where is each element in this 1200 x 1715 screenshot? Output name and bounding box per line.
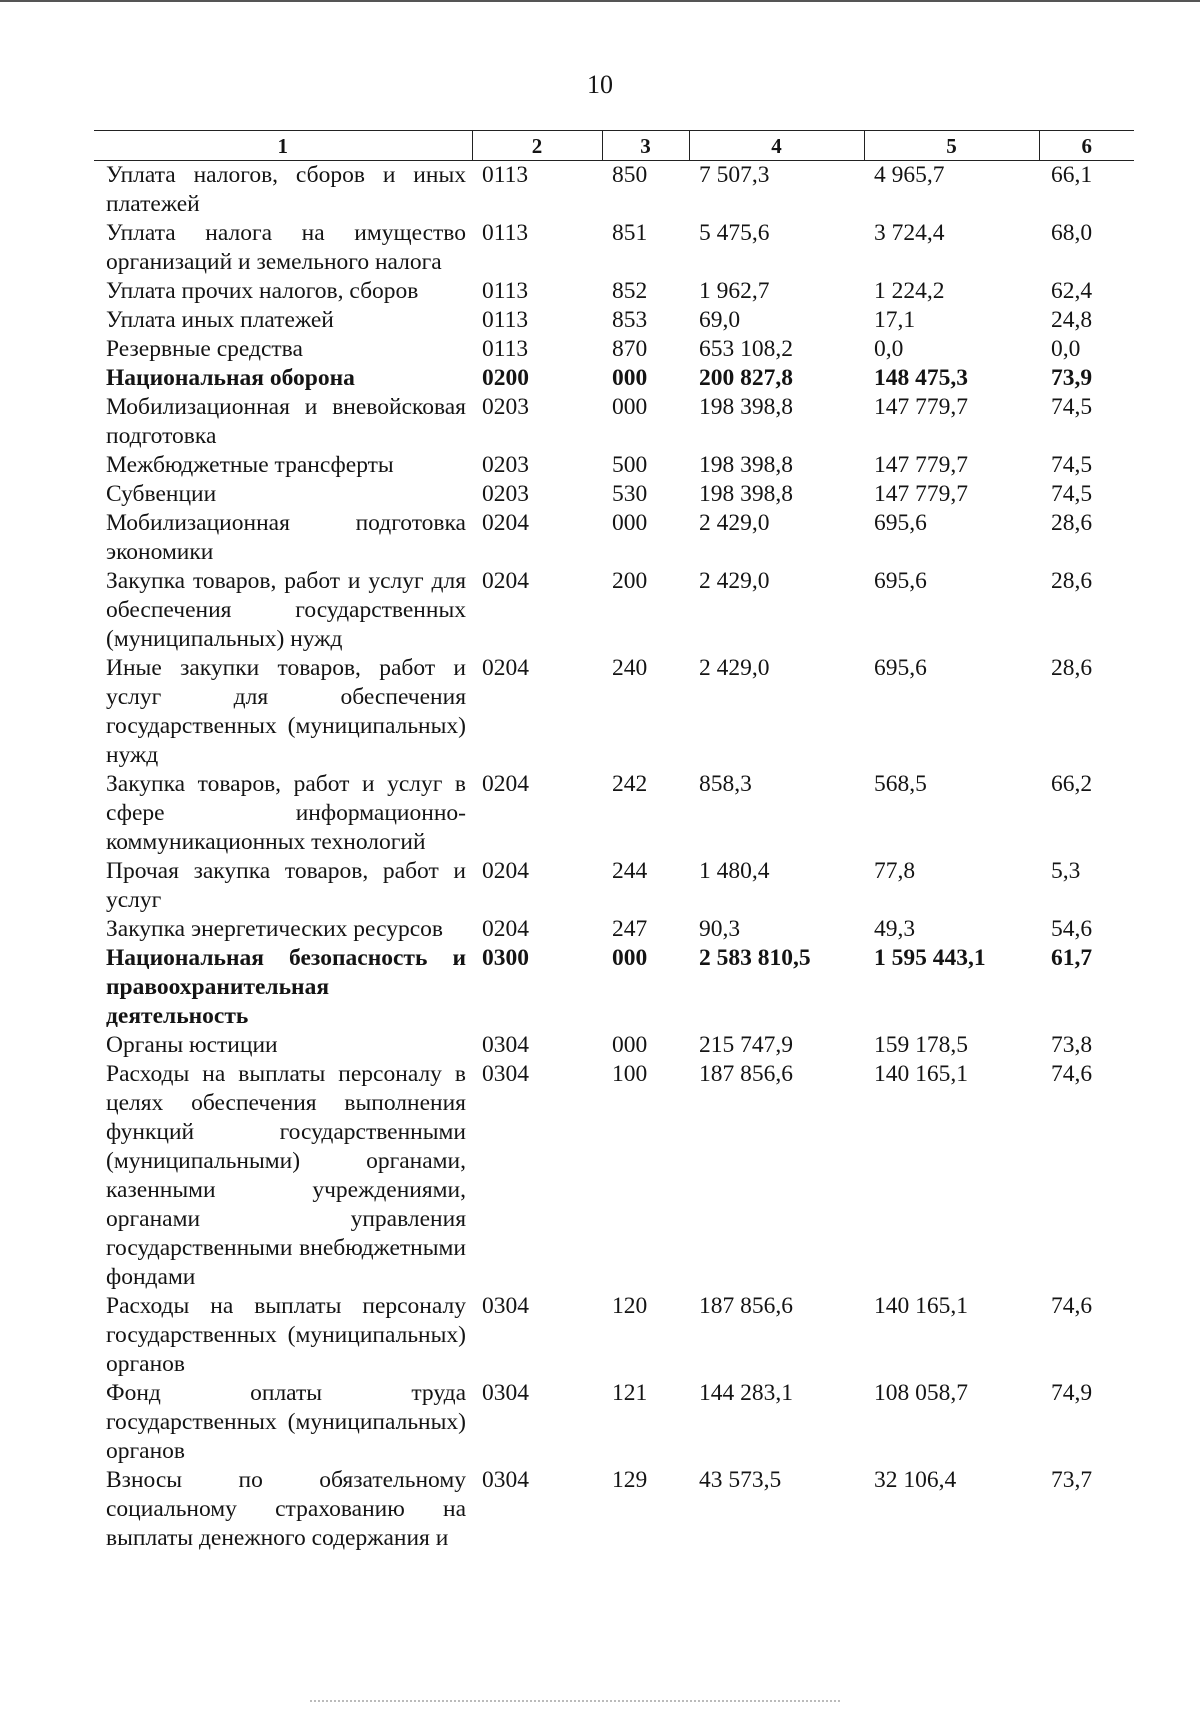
row-planned-amount: 2 583 810,5 (699, 945, 811, 971)
row-planned-amount: 187 856,6 (699, 1293, 793, 1319)
row-planned-amount: 215 747,9 (699, 1032, 793, 1058)
row-execution-percent: 73,8 (1051, 1032, 1093, 1058)
row-execution-percent: 74,5 (1051, 481, 1093, 507)
row-section-code: 0113 (482, 307, 529, 333)
row-actual-amount: 695,6 (874, 655, 927, 681)
table-row (94, 857, 1134, 915)
row-expense-type: 870 (612, 336, 648, 362)
table-row (94, 306, 1134, 335)
row-expense-type: 500 (612, 452, 648, 478)
row-planned-amount: 200 827,8 (699, 365, 793, 391)
row-execution-percent: 54,6 (1051, 916, 1093, 942)
row-section-code: 0113 (482, 278, 529, 304)
table-row (94, 944, 1134, 1031)
row-expense-type: 240 (612, 655, 648, 681)
row-planned-amount: 653 108,2 (699, 336, 793, 362)
column-header-1: 1 (94, 131, 472, 161)
row-name: Национальная оборона (106, 365, 355, 391)
row-expense-type: 000 (612, 394, 648, 420)
row-name: Взносы по обязательному социальному страхованию на выплаты денежного содержания и (106, 1467, 466, 1551)
row-section-code: 0113 (482, 220, 529, 246)
row-actual-amount: 49,3 (874, 916, 916, 942)
row-expense-type: 129 (612, 1467, 648, 1493)
row-expense-type: 000 (612, 510, 648, 536)
row-section-code: 0200 (482, 365, 529, 391)
row-execution-percent: 73,7 (1051, 1467, 1093, 1493)
row-expense-type: 242 (612, 771, 648, 797)
table-row (94, 567, 1134, 654)
row-actual-amount: 4 965,7 (874, 162, 945, 188)
row-execution-percent: 74,9 (1051, 1380, 1093, 1406)
table-row (94, 161, 1134, 220)
table-row (94, 451, 1134, 480)
column-header-4: 4 (689, 131, 864, 161)
row-section-code: 0304 (482, 1293, 529, 1319)
table-row (94, 1466, 1134, 1553)
row-execution-percent: 66,2 (1051, 771, 1093, 797)
row-actual-amount: 3 724,4 (874, 220, 945, 246)
row-name: Расходы на выплаты персоналу государственных (муниципальных) органов (106, 1293, 466, 1377)
row-name: Органы юстиции (106, 1032, 278, 1058)
row-section-code: 0204 (482, 916, 529, 942)
row-actual-amount: 147 779,7 (874, 481, 968, 507)
row-actual-amount: 108 058,7 (874, 1380, 968, 1406)
row-expense-type: 100 (612, 1061, 648, 1087)
table-header-row (94, 131, 1134, 161)
table-row (94, 770, 1134, 857)
row-planned-amount: 43 573,5 (699, 1467, 782, 1493)
row-name: Закупка энергетических ресурсов (106, 916, 443, 942)
row-section-code: 0204 (482, 655, 529, 681)
row-actual-amount: 0,0 (874, 336, 904, 362)
row-expense-type: 120 (612, 1293, 648, 1319)
row-name: Расходы на выплаты персоналу в целях обеспечения выполнения функций государственными (муниципальными) органами, казенными учреждениями, органами управления государственными внебюджетными фондами (106, 1061, 466, 1290)
page-number: 10 (587, 70, 613, 99)
table-row (94, 509, 1134, 567)
row-expense-type: 200 (612, 568, 648, 594)
row-execution-percent: 28,6 (1051, 510, 1093, 536)
table-row (94, 364, 1134, 393)
row-name: Уплата прочих налогов, сборов (106, 278, 419, 304)
row-planned-amount: 1 962,7 (699, 278, 770, 304)
table-row (94, 1292, 1134, 1379)
row-planned-amount: 198 398,8 (699, 481, 793, 507)
row-actual-amount: 568,5 (874, 771, 927, 797)
row-execution-percent: 66,1 (1051, 162, 1093, 188)
row-actual-amount: 17,1 (874, 307, 916, 333)
row-actual-amount: 695,6 (874, 568, 927, 594)
table-row (94, 277, 1134, 306)
row-planned-amount: 1 480,4 (699, 858, 770, 884)
row-section-code: 0113 (482, 162, 529, 188)
row-section-code: 0204 (482, 858, 529, 884)
row-section-code: 0304 (482, 1061, 529, 1087)
row-name: Фонд оплаты труда государственных (муниципальных) органов (106, 1380, 466, 1464)
row-actual-amount: 147 779,7 (874, 394, 968, 420)
row-execution-percent: 24,8 (1051, 307, 1093, 333)
row-execution-percent: 28,6 (1051, 655, 1093, 681)
row-actual-amount: 32 106,4 (874, 1467, 957, 1493)
row-section-code: 0304 (482, 1467, 529, 1493)
table-row (94, 480, 1134, 509)
row-section-code: 0304 (482, 1032, 529, 1058)
row-execution-percent: 0,0 (1051, 336, 1081, 362)
row-section-code: 0304 (482, 1380, 529, 1406)
row-execution-percent: 28,6 (1051, 568, 1093, 594)
row-name: Субвенции (106, 481, 217, 507)
row-actual-amount: 77,8 (874, 858, 916, 884)
row-expense-type: 851 (612, 220, 648, 246)
row-planned-amount: 5 475,6 (699, 220, 770, 246)
table-row (94, 393, 1134, 451)
row-expense-type: 853 (612, 307, 648, 333)
row-planned-amount: 69,0 (699, 307, 741, 333)
row-execution-percent: 74,5 (1051, 452, 1093, 478)
row-name: Уплата налога на имущество организаций и земельного налога (106, 220, 466, 275)
row-planned-amount: 7 507,3 (699, 162, 770, 188)
table-row (94, 1031, 1134, 1060)
row-actual-amount: 1 224,2 (874, 278, 945, 304)
row-actual-amount: 695,6 (874, 510, 927, 536)
page-top-border (0, 0, 1200, 2)
table-row (94, 915, 1134, 944)
column-header-3: 3 (602, 131, 689, 161)
row-actual-amount: 140 165,1 (874, 1061, 968, 1087)
row-planned-amount: 198 398,8 (699, 394, 793, 420)
row-execution-percent: 68,0 (1051, 220, 1093, 246)
row-actual-amount: 1 595 443,1 (874, 945, 986, 971)
budget-table (94, 130, 1134, 1553)
row-name: Закупка товаров, работ и услуг в сфере информационно-коммуникационных технологий (106, 771, 466, 855)
row-section-code: 0203 (482, 481, 529, 507)
row-name: Иные закупки товаров, работ и услуг для обеспечения государственных (муниципальных) нужд (106, 655, 466, 768)
row-planned-amount: 144 283,1 (699, 1380, 793, 1406)
row-planned-amount: 2 429,0 (699, 568, 770, 594)
row-name: Резервные средства (106, 336, 303, 362)
row-actual-amount: 159 178,5 (874, 1032, 968, 1058)
row-planned-amount: 2 429,0 (699, 510, 770, 536)
table-row (94, 1060, 1134, 1292)
row-execution-percent: 74,6 (1051, 1293, 1093, 1319)
row-expense-type: 850 (612, 162, 648, 188)
row-name: Уплата иных платежей (106, 307, 334, 333)
table-body (94, 161, 1134, 1554)
row-name: Мобилизационная и вневойсковая подготовка (106, 394, 466, 449)
row-execution-percent: 62,4 (1051, 278, 1093, 304)
row-section-code: 0300 (482, 945, 529, 971)
row-expense-type: 000 (612, 1032, 648, 1058)
row-planned-amount: 90,3 (699, 916, 741, 942)
row-actual-amount: 148 475,3 (874, 365, 968, 391)
row-name: Межбюджетные трансферты (106, 452, 394, 478)
row-section-code: 0204 (482, 568, 529, 594)
row-actual-amount: 147 779,7 (874, 452, 968, 478)
column-header-2: 2 (472, 131, 602, 161)
row-section-code: 0204 (482, 771, 529, 797)
row-execution-percent: 74,5 (1051, 394, 1093, 420)
row-expense-type: 852 (612, 278, 648, 304)
row-expense-type: 247 (612, 916, 648, 942)
row-execution-percent: 73,9 (1051, 365, 1093, 391)
row-planned-amount: 2 429,0 (699, 655, 770, 681)
row-execution-percent: 74,6 (1051, 1061, 1093, 1087)
column-header-6: 6 (1039, 131, 1134, 161)
row-planned-amount: 198 398,8 (699, 452, 793, 478)
row-planned-amount: 187 856,6 (699, 1061, 793, 1087)
row-name: Закупка товаров, работ и услуг для обеспечения государственных (муниципальных) нужд (106, 568, 466, 652)
row-name: Национальная безопасность и правоохранительная деятельность (106, 945, 466, 1029)
row-execution-percent: 5,3 (1051, 858, 1081, 884)
table-row (94, 654, 1134, 770)
row-name: Мобилизационная подготовка экономики (106, 510, 466, 565)
row-expense-type: 000 (612, 365, 648, 391)
row-expense-type: 530 (612, 481, 648, 507)
row-section-code: 0113 (482, 336, 529, 362)
row-section-code: 0203 (482, 452, 529, 478)
table-row (94, 1379, 1134, 1466)
table-row (94, 219, 1134, 277)
row-expense-type: 121 (612, 1380, 648, 1406)
column-header-5: 5 (864, 131, 1039, 161)
row-name: Уплата налогов, сборов и иных платежей (106, 162, 466, 217)
row-section-code: 0204 (482, 510, 529, 536)
row-execution-percent: 61,7 (1051, 945, 1093, 971)
row-planned-amount: 858,3 (699, 771, 752, 797)
row-expense-type: 244 (612, 858, 648, 884)
table-row (94, 335, 1134, 364)
bottom-scan-marks (310, 1700, 840, 1704)
row-expense-type: 000 (612, 945, 648, 971)
row-actual-amount: 140 165,1 (874, 1293, 968, 1319)
row-name: Прочая закупка товаров, работ и услуг (106, 858, 466, 913)
row-section-code: 0203 (482, 394, 529, 420)
